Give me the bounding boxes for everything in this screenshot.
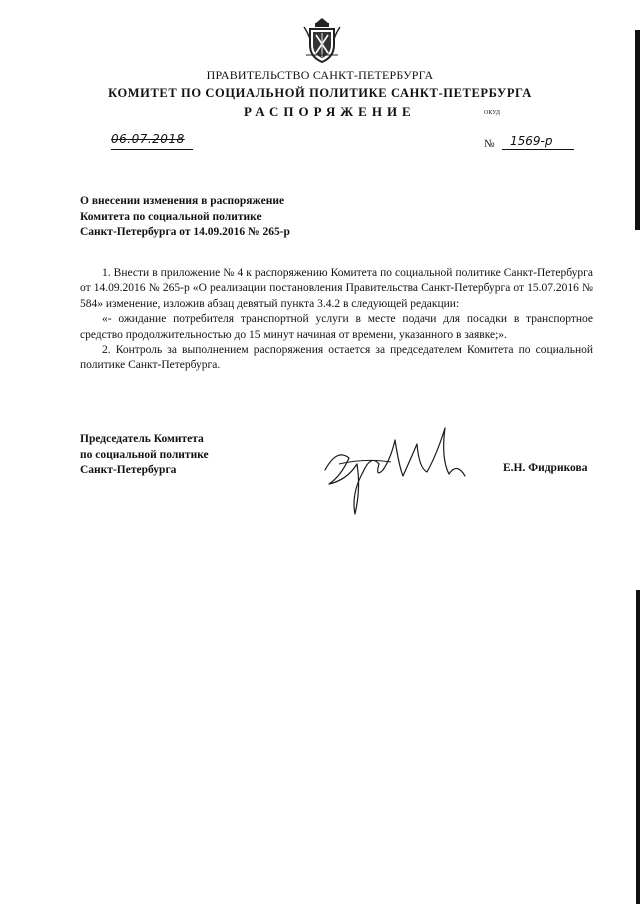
document-date — [111, 132, 193, 152]
date-value: 06.07.2018 — [111, 132, 185, 146]
committee-header: КОМИТЕТ ПО СОЦИАЛЬНОЙ ПОЛИТИКЕ САНКТ-ПЕТЕРБУРГА — [108, 86, 532, 100]
body-paragraph: 1. Внести в приложение № 4 к распоряжению Комитета по социальной политике Санкт-Петербурга от 14.09.2016 № 265-р «О реализации постановления Правительства Санкт-Петербурга от 15.07.2016 № 584» изменение, изложив абзац девятый пункта 3.4.2 в следующей редакции: — [80, 267, 593, 310]
document-body — [80, 266, 593, 374]
body-paragraph: 2. Контроль за выполнением распоряжения остается за председателем Комитета по социальной политике Санкт-Петербурга. — [80, 344, 593, 372]
date-underline — [111, 149, 193, 150]
document-subject — [80, 194, 290, 241]
number-label: № — [484, 138, 495, 150]
signatory-title-line: Председатель Комитета — [80, 433, 204, 445]
scan-edge-mark — [635, 30, 640, 230]
government-header: ПРАВИТЕЛЬСТВО САНКТ-ПЕТЕРБУРГА — [206, 68, 434, 82]
signatory-title-line: Санкт-Петербурга — [80, 464, 177, 476]
coat-of-arms-emblem — [302, 15, 342, 65]
body-paragraph: «- ожидание потребителя транспортной услуги в месте подачи для посадки в транспортное средство продолжительностью до 15 минут начиная от времени, указанного в заявке;». — [80, 313, 593, 341]
document-number — [502, 132, 574, 152]
subject-line: Санкт-Петербурга от 14.09.2016 № 265-р — [80, 226, 290, 238]
signatory-name: Е.Н. Фидрикова — [503, 462, 588, 474]
okud-label: ОКУД — [484, 110, 500, 116]
number-value: 1569-р — [510, 134, 553, 148]
subject-line: О внесении изменения в распоряжение — [80, 195, 285, 207]
document-type: РАСПОРЯЖЕНИЕ — [244, 104, 416, 119]
scan-edge-mark — [636, 590, 640, 904]
signatory-title — [80, 432, 209, 479]
subject-line: Комитета по социальной политике — [80, 210, 262, 223]
number-underline — [502, 149, 574, 150]
handwritten-signature — [305, 418, 485, 518]
signatory-title-line: по социальной политике — [80, 448, 209, 461]
